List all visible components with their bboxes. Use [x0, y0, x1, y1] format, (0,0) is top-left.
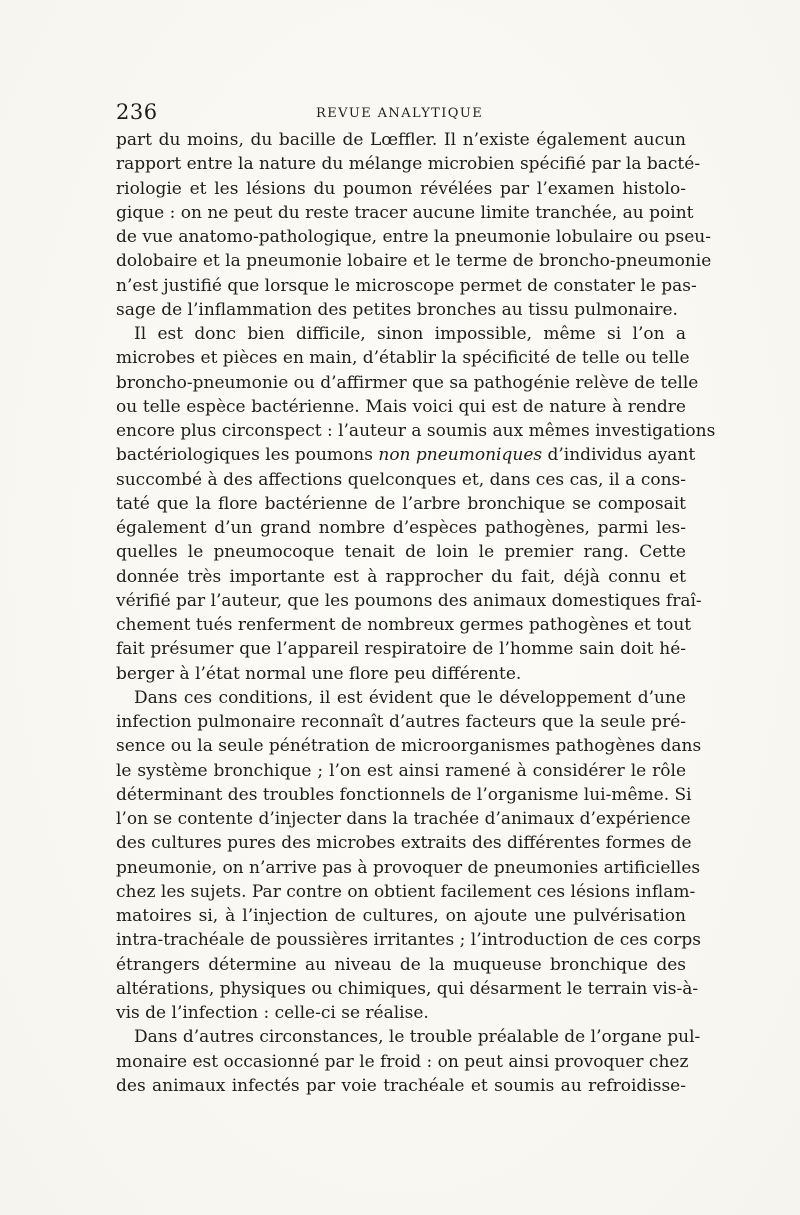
text-line: ou telle espèce bactérienne. Mais voici qui est de nature à rendre — [116, 396, 686, 417]
text-line: des cultures pures des microbes extraits des différentes formes de — [116, 833, 692, 854]
text-line: intra-trachéale de poussières irritantes ; l’introduction de ces corps — [116, 930, 701, 951]
text-line: quelles le pneumocoque tenait de loin le premier rang. Cette — [116, 542, 686, 563]
text-line: monaire est occasionné par le froid : on peut ainsi provoquer chez — [116, 1051, 689, 1072]
text-line: taté que la flore bactérienne de l’arbre bronchique se composait — [116, 493, 686, 514]
text-line: matoires si, à l’injection de cultures, on ajoute une pulvérisation — [116, 906, 686, 926]
paragraph-start-line: Dans d’autres circonstances, le trouble préalable de l’organe pul- — [134, 1027, 701, 1048]
text-line: encore plus circonspect : l’auteur a soumis aux mêmes investigations — [116, 421, 716, 441]
text-line: altérations, physiques ou chimiques, qui désarment le terrain vis-à- — [116, 978, 699, 999]
text-line: donnée très importante est à rapprocher du fait, déjà connu et — [116, 566, 686, 587]
paragraph-end-line: berger à l’état normal une flore peu différente. — [116, 663, 522, 684]
text-line: également d’un grand nombre d’espèces pathogènes, parmi les- — [116, 518, 686, 538]
text-segment: bactériologiques les poumons — [116, 445, 379, 466]
text-line: n’est justifié que lorsque le microscope permet de constater le pas- — [116, 275, 697, 296]
text-line: étrangers détermine au niveau de la muqueuse bronchique des — [116, 954, 686, 975]
page-number: 236 — [116, 100, 158, 124]
text-line: déterminant des troubles fonctionnels de l’organisme lui-même. Si — [116, 784, 692, 805]
text-line: microbes et pièces en main, d’établir la spécificité de telle ou telle — [116, 348, 690, 369]
text-line: vérifié par l’auteur, que les poumons des animaux domestiques fraî- — [116, 590, 702, 611]
text-line-with-italic — [116, 443, 696, 467]
text-line: part du moins, du bacille de Lœffler. Il n’existe également aucun — [116, 130, 686, 150]
text-line: fait présumer que l’appareil respiratoire de l’homme sain doit hé- — [116, 639, 686, 660]
italic-term: non pneumoniques — [378, 445, 543, 466]
text-line: chement tués renferment de nombreux germes pathogènes et tout — [116, 615, 692, 635]
text-line: chez les sujets. Par contre on obtient facilement ces lésions inflam- — [116, 881, 696, 902]
text-line: succombé à des affections quelconques et, dans ces cas, il a cons- — [116, 469, 686, 490]
text-line: pneumonie, on n’arrive pas à provoquer de pneumonies artificielles — [116, 857, 701, 878]
text-line: sence ou la seule pénétration de microorganismes pathogènes dans — [116, 736, 702, 757]
paragraph-end-line: vis de l’infection : celle-ci se réalise. — [116, 1003, 429, 1023]
text-line: rapport entre la nature du mélange microbien spécifié par la bacté- — [116, 154, 701, 175]
running-head: REVUE ANALYTIQUE — [316, 106, 484, 121]
paragraph-start-line: Il est donc bien difficile, sinon impossible, même si l’on a — [134, 324, 686, 344]
text-segment: d’individus ayant — [542, 445, 696, 466]
paragraph-start-line: Dans ces conditions, il est évident que le développement d’une — [134, 687, 686, 708]
body-text — [116, 128, 716, 1098]
text-line: dolobaire et la pneumonie lobaire et le terme de broncho-pneumonie — [116, 251, 712, 272]
text-line: des animaux infectés par voie trachéale et soumis au refroidisse- — [116, 1075, 686, 1096]
text-line: l’on se contente d’injecter dans la trachée d’animaux d’expérience — [116, 809, 691, 829]
text-line: gique : on ne peut du reste tracer aucune limite tranchée, au point — [116, 202, 694, 223]
text-line: le système bronchique ; l’on est ainsi ramené à considérer le rôle — [116, 760, 686, 781]
text-line: broncho-pneumonie ou d’affirmer que sa pathogénie relève de telle — [116, 372, 699, 393]
paragraph-end-line: sage de l’inflammation des petites bronches au tissu pulmonaire. — [116, 299, 678, 320]
text-line: de vue anatomo-pathologique, entre la pneumonie lobulaire ou pseu- — [116, 227, 711, 247]
text-line: riologie et les lésions du poumon révélées par l’examen histolo- — [116, 178, 686, 199]
text-line: infection pulmonaire reconnaît d’autres facteurs que la seule pré- — [116, 712, 686, 732]
page-header — [116, 100, 686, 126]
